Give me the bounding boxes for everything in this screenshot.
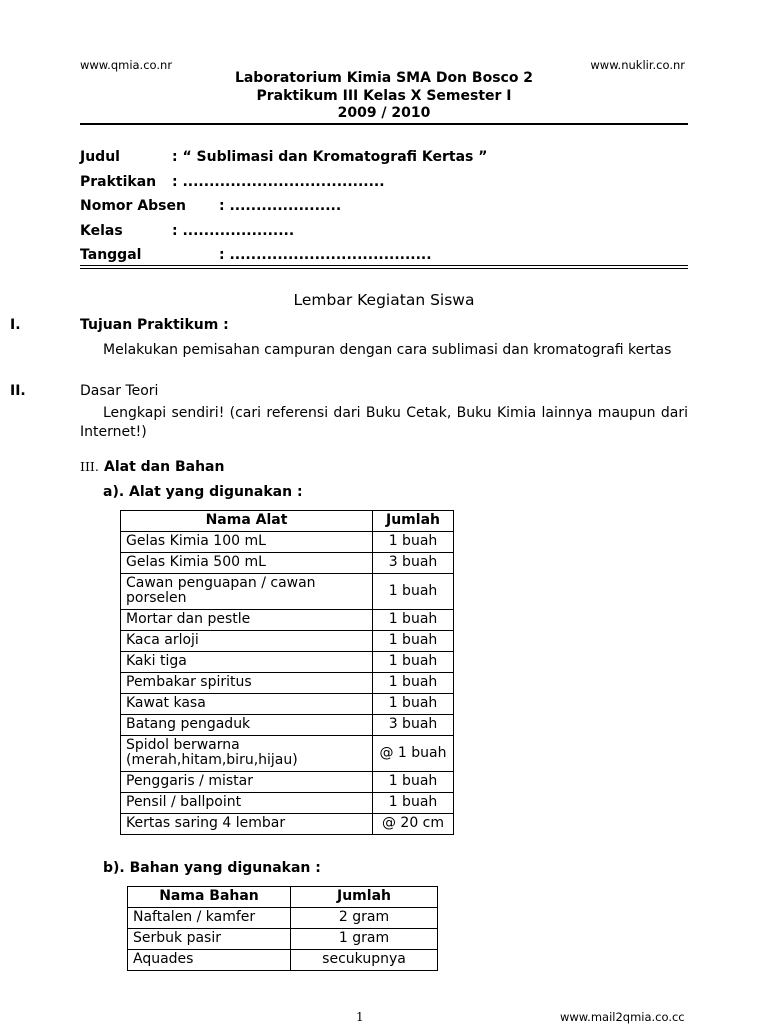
document-title: Laboratorium Kimia SMA Don Bosco 2	[234, 70, 534, 86]
form-field-judul	[80, 145, 688, 170]
form-label: Judul	[80, 149, 120, 165]
tool-name-cell: Kaca arloji	[121, 631, 373, 652]
section-2-heading: Dasar Teori	[80, 383, 159, 399]
materials-header-qty: Jumlah	[291, 887, 438, 908]
section-3-number: III.	[80, 459, 99, 474]
tool-qty-cell: 1 buah	[373, 631, 454, 652]
form-field-nomor-absen	[80, 194, 688, 219]
tool-qty-cell: 1 buah	[373, 652, 454, 673]
tool-qty-cell: 1 buah	[373, 532, 454, 553]
section-1-text: Melakukan pemisahan campuran dengan cara sublimasi dan kromatografi kertas	[103, 342, 672, 358]
tool-name-cell: Gelas Kimia 100 mL	[121, 532, 373, 553]
tool-row	[121, 574, 454, 610]
form-value: : .....................	[219, 198, 342, 214]
document-title-block	[0, 70, 768, 123]
materials-table-body	[128, 908, 438, 971]
tools-header-row	[121, 511, 454, 532]
form-value: : .....................	[172, 222, 295, 239]
header-left-url: www.qmia.co.nr	[80, 58, 173, 72]
tool-qty-cell: 1 buah	[373, 694, 454, 715]
page-number: 1	[356, 1010, 364, 1024]
form-value: : “ Sublimasi dan Kromatografi Kertas ”	[172, 149, 488, 165]
tool-name-cell: Spidol berwarna (merah,hitam,biru,hijau)	[121, 736, 373, 772]
material-qty-cell: 1 gram	[291, 929, 438, 950]
academic-year: 2009 / 2010	[337, 105, 431, 121]
form-label: Praktikan	[80, 173, 157, 190]
material-row	[128, 908, 438, 929]
form-value: : ......................................	[172, 173, 385, 190]
student-info-form	[80, 145, 688, 268]
tool-qty-cell: 1 buah	[373, 673, 454, 694]
material-row	[128, 950, 438, 971]
tool-name-cell: Mortar dan pestle	[121, 610, 373, 631]
section-2-text: Lengkapi sendiri! (cari referensi dari Buku Cetak, Buku Kimia lainnya maupun dari Internet!)	[80, 405, 688, 440]
tools-table-body	[121, 532, 454, 835]
worksheet-title: Lembar Kegiatan Siswa	[293, 291, 475, 309]
tool-qty-cell: 3 buah	[373, 553, 454, 574]
tool-qty-cell: 1 buah	[373, 772, 454, 793]
tool-row	[121, 673, 454, 694]
tool-name-cell: Penggaris / mistar	[121, 772, 373, 793]
material-name-cell: Serbuk pasir	[128, 929, 291, 950]
form-label: Nomor Absen	[80, 198, 186, 214]
tool-name-cell: Cawan penguapan / cawan porselen	[121, 574, 373, 610]
footer-url: www.mail2qmia.co.cc	[560, 1010, 685, 1024]
material-qty-cell: secukupnya	[291, 950, 438, 971]
tool-row	[121, 793, 454, 814]
form-field-praktikan	[80, 170, 688, 195]
material-name-cell: Aquades	[128, 950, 291, 971]
tool-row	[121, 652, 454, 673]
tool-name-cell: Pensil / ballpoint	[121, 793, 373, 814]
tool-qty-cell: 3 buah	[373, 715, 454, 736]
section-1-number: I.	[10, 317, 21, 333]
material-name-cell: Naftalen / kamfer	[128, 908, 291, 929]
tool-name-cell: Kawat kasa	[121, 694, 373, 715]
materials-subheading: b). Bahan yang digunakan :	[103, 860, 321, 876]
form-field-tanggal	[80, 243, 688, 268]
form-label: Tanggal	[80, 247, 142, 263]
section-3-heading: Alat dan Bahan	[104, 459, 225, 475]
form-field-kelas	[80, 219, 688, 244]
form-double-divider	[80, 265, 688, 269]
materials-table	[127, 886, 438, 971]
tool-row	[121, 715, 454, 736]
tool-row	[121, 553, 454, 574]
tools-subheading: a). Alat yang digunakan :	[103, 484, 303, 500]
tools-header-name: Nama Alat	[121, 511, 373, 532]
tool-qty-cell: @ 20 cm	[373, 814, 454, 835]
tool-name-cell: Pembakar spiritus	[121, 673, 373, 694]
form-value: : ......................................	[219, 247, 432, 263]
tool-qty-cell: 1 buah	[373, 610, 454, 631]
tool-row	[121, 610, 454, 631]
tool-row	[121, 694, 454, 715]
header-right-url: www.nuklir.co.nr	[590, 58, 685, 72]
form-label: Kelas	[80, 222, 123, 239]
material-qty-cell: 2 gram	[291, 908, 438, 929]
tool-row	[121, 736, 454, 772]
tool-qty-cell: @ 1 buah	[373, 736, 454, 772]
tool-row	[121, 814, 454, 835]
materials-header-name: Nama Bahan	[128, 887, 291, 908]
tools-table	[120, 510, 454, 835]
tool-qty-cell: 1 buah	[373, 793, 454, 814]
materials-header-row	[128, 887, 438, 908]
tools-header-qty: Jumlah	[373, 511, 454, 532]
tool-name-cell: Kertas saring 4 lembar	[121, 814, 373, 835]
tool-name-cell: Kaki tiga	[121, 652, 373, 673]
tool-qty-cell: 1 buah	[373, 574, 454, 610]
tool-row	[121, 532, 454, 553]
tool-row	[121, 772, 454, 793]
material-row	[128, 929, 438, 950]
document-subtitle: Praktikum III Kelas X Semester I	[256, 87, 512, 104]
section-1-heading: Tujuan Praktikum :	[80, 317, 229, 333]
tool-name-cell: Batang pengaduk	[121, 715, 373, 736]
tool-row	[121, 631, 454, 652]
header-divider	[80, 123, 688, 125]
section-2-number: II.	[10, 383, 26, 399]
tool-name-cell: Gelas Kimia 500 mL	[121, 553, 373, 574]
